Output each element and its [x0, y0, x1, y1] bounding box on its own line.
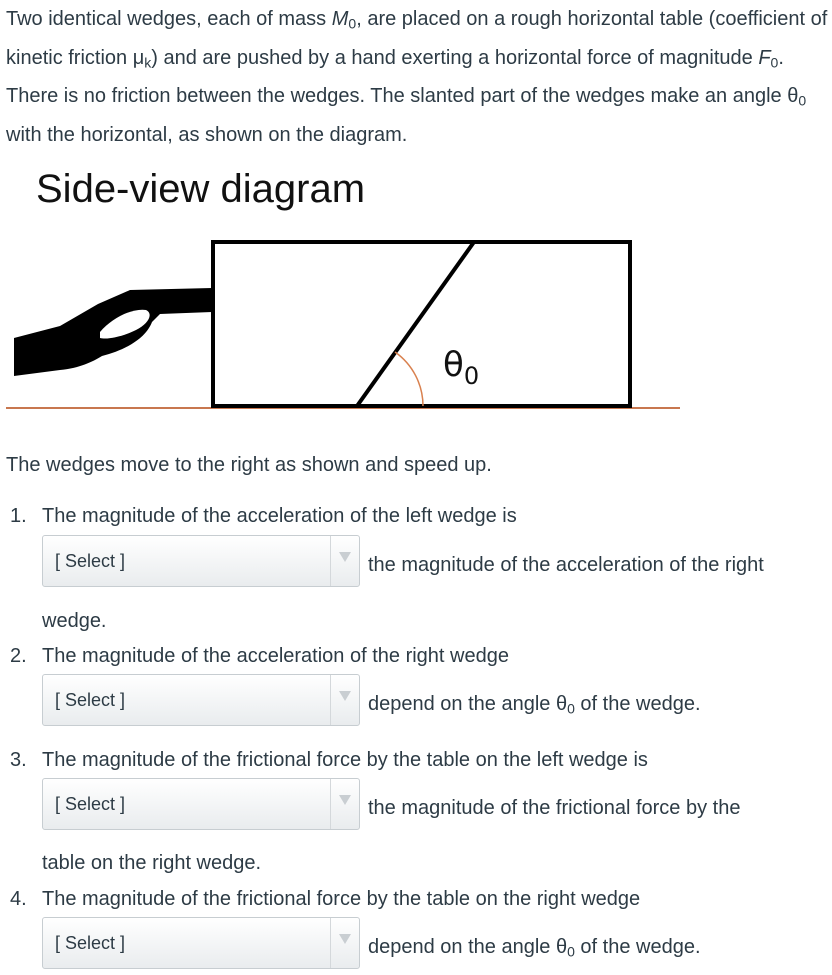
question-text: The magnitude of the acceleration of the left wedge is	[42, 505, 517, 527]
continuation-text: depend on the angle	[368, 936, 556, 958]
answer-select-2[interactable]	[42, 674, 360, 726]
answer-select-1[interactable]	[42, 535, 360, 587]
hand-icon	[14, 288, 212, 376]
force-symbol: F	[758, 46, 771, 69]
continuation-text: depend on the angle	[368, 693, 556, 715]
chevron-down-icon	[339, 691, 351, 701]
continuation-text: of the wedge.	[574, 936, 701, 958]
theta-subscript: 0	[567, 700, 575, 717]
intro-text: Two identical wedges, each of mass	[6, 8, 332, 30]
select-placeholder: [ Select ]	[55, 794, 126, 814]
mass-symbol: M	[331, 8, 349, 30]
chevron-down-icon	[339, 795, 351, 805]
select-placeholder: [ Select ]	[55, 690, 126, 710]
theta-symbol: θ	[555, 936, 568, 958]
diagram-title: Side-view diagram	[36, 167, 366, 211]
question-continuation-line: table on the right wedge.	[42, 852, 262, 874]
intro-text: with the horizontal, as shown on the diagram.	[6, 123, 408, 146]
chevron-down-icon	[339, 552, 351, 562]
question-continuation	[368, 689, 701, 724]
question-number: 1.	[10, 505, 27, 527]
chevron-down-icon	[339, 934, 351, 944]
intro-text: ) and are pushed by a hand exerting a horizontal force of magnitude	[151, 46, 759, 69]
answer-select-3[interactable]	[42, 778, 360, 830]
theta-subscript: 0	[798, 92, 807, 109]
question-text: The magnitude of the frictional force by the table on the right wedge	[42, 888, 641, 910]
dropdown-toggle[interactable]	[330, 536, 359, 586]
question-number: 2.	[10, 645, 27, 667]
side-view-diagram	[0, 230, 700, 420]
continuation-text: of the wedge.	[574, 693, 701, 715]
question-continuation	[368, 932, 701, 967]
intro-text: , are placed on a rough horizontal table (coefficient of kinetic friction	[6, 8, 828, 69]
question-number: 3.	[10, 749, 27, 771]
intro-text: . There is no friction between the wedges. The slanted part of the wedges make an angle	[6, 46, 788, 107]
theta-subscript: 0	[567, 943, 575, 960]
wedge-pair-outline	[213, 242, 630, 406]
force-subscript: 0	[770, 54, 779, 70]
mu-symbol: μ	[132, 46, 145, 69]
question-text: The magnitude of the acceleration of the right wedge	[42, 645, 509, 667]
dropdown-toggle[interactable]	[330, 779, 359, 829]
dropdown-toggle[interactable]	[330, 918, 359, 968]
question-number: 4.	[10, 888, 27, 910]
angle-arc	[395, 352, 423, 406]
theta-symbol: θ	[787, 85, 799, 107]
mu-subscript: k	[144, 54, 152, 70]
problem-statement	[6, 2, 828, 152]
mass-subscript: 0	[348, 15, 357, 32]
question-continuation: the magnitude of the acceleration of the right	[368, 554, 764, 576]
select-placeholder: [ Select ]	[55, 933, 126, 953]
dropdown-toggle[interactable]	[330, 675, 359, 725]
select-placeholder: [ Select ]	[55, 551, 126, 571]
answer-select-4[interactable]	[42, 917, 360, 969]
question-continuation: the magnitude of the frictional force by the	[368, 797, 741, 819]
angle-label: $\theta_0$	[443, 345, 480, 390]
theta-symbol: θ	[555, 693, 568, 715]
question-text: The magnitude of the frictional force by the table on the left wedge is	[42, 749, 648, 771]
motion-caption: The wedges move to the right as shown and speed up.	[6, 454, 492, 476]
question-continuation-line: wedge.	[42, 610, 107, 632]
